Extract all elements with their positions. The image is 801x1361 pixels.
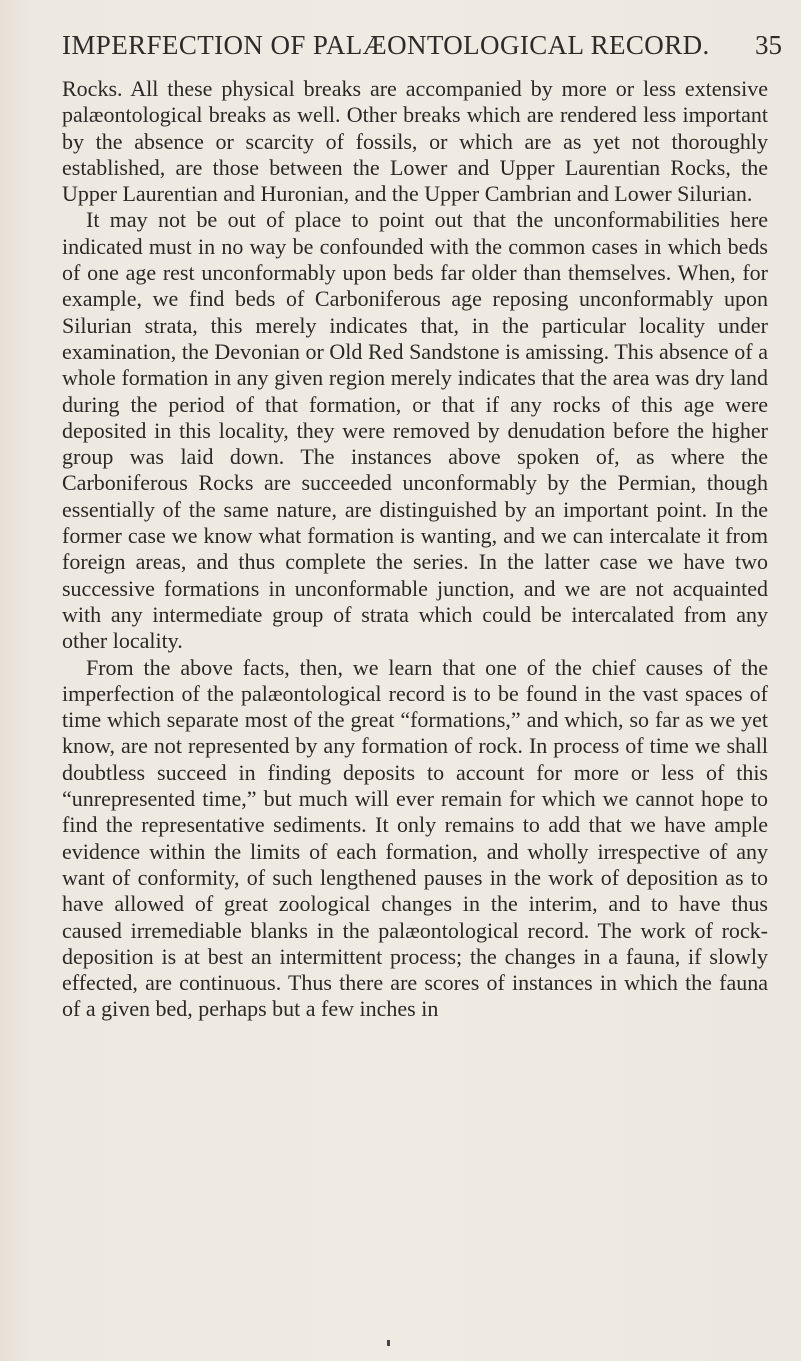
page-number: 35 — [755, 30, 782, 60]
body-text — [62, 76, 768, 1023]
paragraph-continued: Rocks. All these physical breaks are accompanied by more or less extensive palæontological breaks as well. Other breaks which are rendered less important by the absence or scarcity of fossils, or which are as yet not thoroughly established, are those between the Lower and Upper Laurentian Rocks, the Upper Laurentian and Huronian, and the Upper Cambrian and Lower Silurian. — [62, 76, 768, 207]
print-speck — [387, 1340, 390, 1346]
running-head: IMPERFECTION OF PALÆONTOLOGICAL RECORD. — [62, 30, 710, 60]
page-header — [62, 30, 782, 70]
paragraph-chief-causes: From the above facts, then, we learn that one of the chief causes of the imperfection of the palæontological record is to be found in the vast spaces of time which separate most of the great “formations,” and which, so far as we yet know, are not represented by any formation of rock. In process of time we shall doubtless succeed in finding deposits to account for more or less of this “unrepresented time,” but much will ever remain for which we cannot hope to find the representative sediments. It only remains to add that we have ample evidence within the limits of each formation, and wholly irrespective of any want of conformity, of such lengthened pauses in the work of deposition as to have allowed of great zoological changes in the interim, and to have thus caused irremediable blanks in the palæontological record. The work of rock-deposition is at best an intermittent process; the changes in a fauna, if slowly effected, are continuous. Thus there are scores of instances in which the fauna of a given bed, perhaps but a few inches in — [62, 654, 768, 1022]
paragraph-unconformabilities: It may not be out of place to point out that the unconformabilities here indicated must in no way be confounded with the common cases in which beds of one age rest unconformably upon beds far older than themselves. When, for example, we find beds of Carboniferous age reposing unconformably upon Silurian strata, this merely indicates that, in the particular locality under examination, the Devonian or Old Red Sandstone is amissing. This absence of a whole formation in any given region merely indicates that the area was dry land during the period of that formation, or that if any rocks of this age were deposited in this locality, they were removed by denudation before the higher group was laid down. The instances above spoken of, as where the Carboniferous Rocks are succeeded unconformably by the Permian, though essentially of the same nature, are distinguished by an important point. In the former case we know what formation is wanting, and we can intercalate it from foreign areas, and thus complete the series. In the latter case we have two successive formations in unconformable junction, and we are not acquainted with any intermediate group of strata which could be intercalated from any other locality. — [62, 207, 768, 654]
